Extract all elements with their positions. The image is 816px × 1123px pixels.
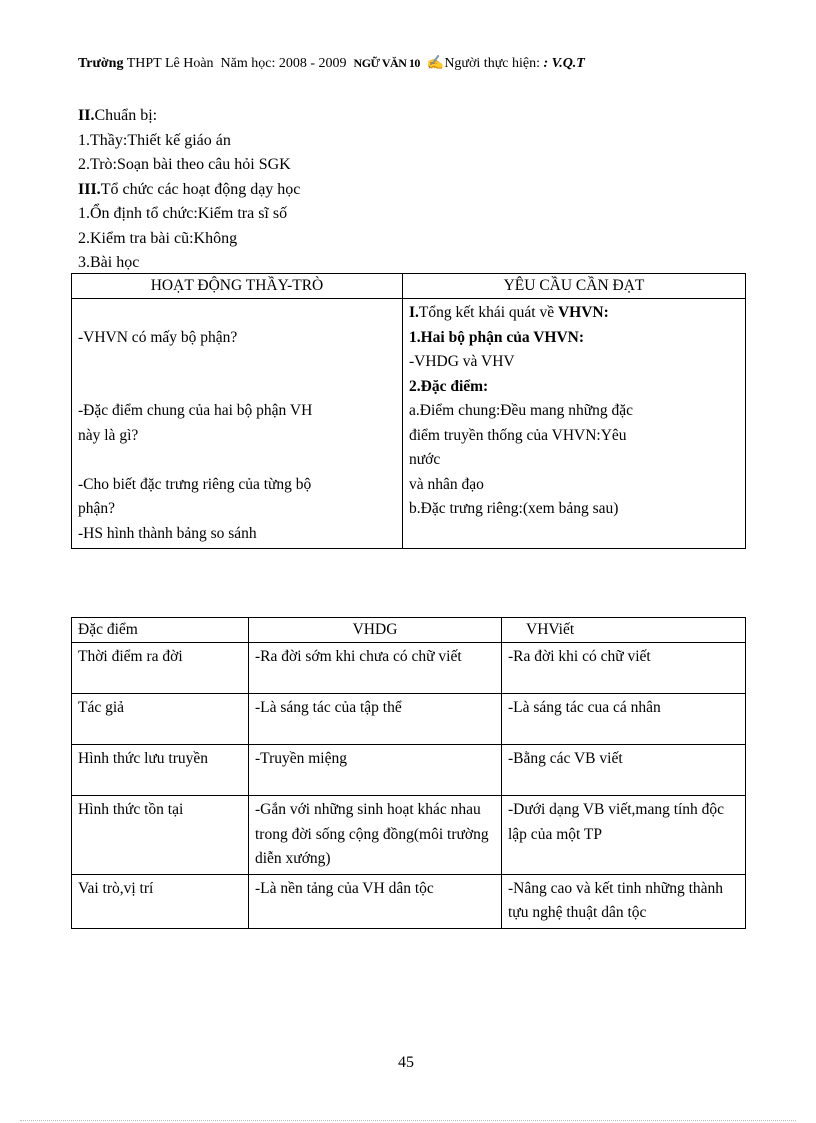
prep-line: 1.Ổn định tổ chức:Kiểm tra sĩ số [78, 205, 288, 222]
col-vhv: VHViết [502, 618, 746, 643]
table-row: Vai trò,vị trí -Là nền tảng của VH dân tộc -Nâng cao và kết tinh những thành tựu nghệ thuật dân tộc [72, 874, 746, 928]
comparison-table [71, 617, 746, 929]
activity-cell: -VHVN có mấy bộ phận? -Đặc điểm chung của hai bộ phận VH này là gì? -Cho biết đặc trưng riêng của từng bộ phận? -HS hình thành bảng so sánh [72, 299, 403, 549]
table-row: Thời điểm ra đời -Ra đời sớm khi chưa có chữ viết -Ra đời khi có chữ viết [72, 643, 746, 694]
activity-table [71, 273, 746, 549]
page-number: 45 [398, 1054, 414, 1071]
prep-line: 2.Kiểm tra bài cũ:Không [78, 229, 238, 247]
table-row: Hình thức tồn tại -Gắn với những sinh hoạt khác nhau trong đời sống cộng đồng(môi trường diễn xướng) -Dưới dạng VB viết,mang tính độc lập của một TP [72, 796, 746, 875]
preparation-section [78, 104, 300, 276]
col-feature: Đặc điểm [72, 618, 249, 643]
table-row: Tác giả -Là sáng tác của tập thể -Là sáng tác cua cá nhân [72, 694, 746, 745]
table-row: Hình thức lưu truyền -Truyền miệng -Bằng các VB viết [72, 745, 746, 796]
author-label: Người thực hiện: [444, 56, 540, 71]
header-teacher-student: HOẠT ĐỘNG THẦY-TRÒ [72, 274, 403, 299]
pen-icon: ✍ [426, 56, 445, 71]
prep-line: II.Chuẩn bị: [78, 107, 158, 124]
footer-divider [20, 1120, 796, 1121]
prep-line: 2.Trò:Soạn bài theo câu hỏi SGK [78, 156, 291, 173]
prep-line: 3.Bài học [78, 254, 140, 271]
page-header [78, 55, 585, 72]
author: : V.Q.T [543, 56, 585, 71]
school-name: THPT Lê Hoàn [126, 56, 214, 71]
subject: NGỮ VĂN 10 [353, 56, 420, 70]
prep-line: III.Tổ chức các hoạt động dạy học [78, 180, 301, 198]
prep-line: 1.Thầy:Thiết kế giáo án [78, 131, 231, 149]
header-requirements: YÊU CẦU CẦN ĐẠT [403, 274, 746, 299]
requirement-cell: I.Tổng kết khái quát về VHVN: 1.Hai bộ phận của VHVN: -VHDG và VHV 2.Đặc điểm: a.Điểm chung:Đều mang những đặc điểm truyền thống của VHVN:Yêu nước và nhân đạo b.Đặc trưng riêng:(xem bảng sau) [403, 299, 746, 549]
col-vhdg: VHDG [249, 618, 502, 643]
school-year: Năm học: 2008 - 2009 [220, 56, 347, 71]
school-prefix: Trường [78, 56, 124, 71]
